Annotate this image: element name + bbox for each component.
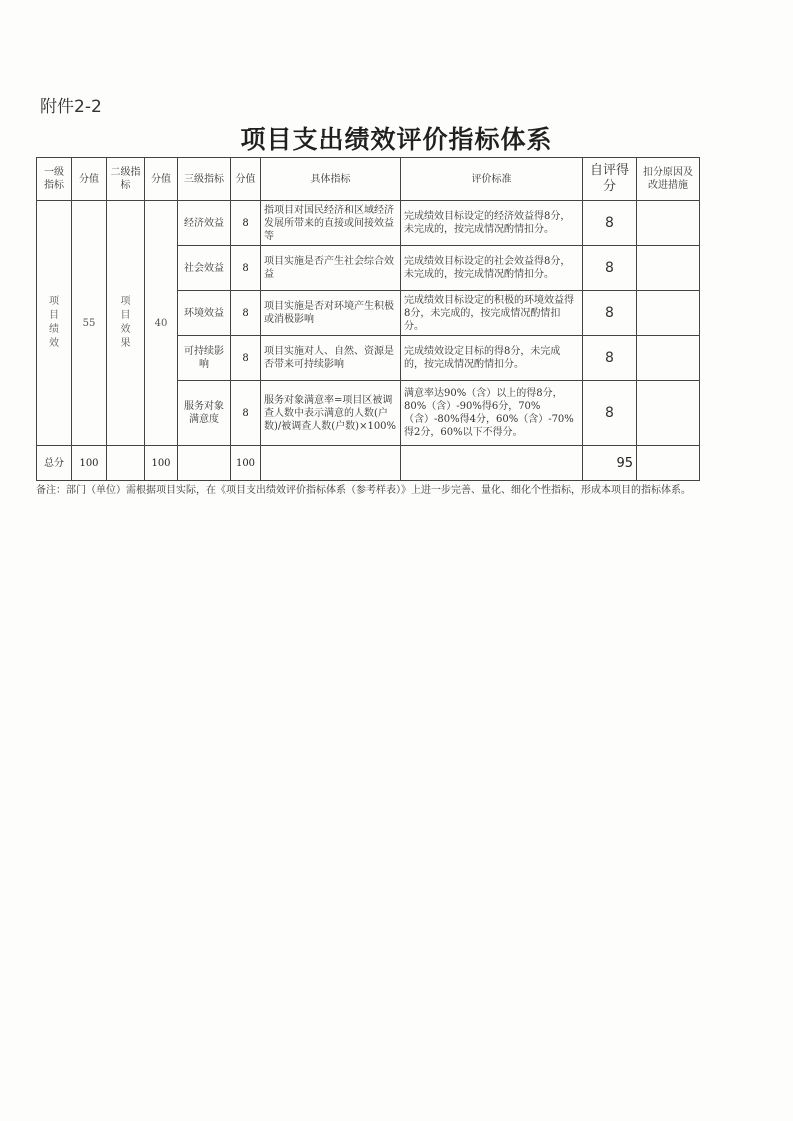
criteria-text: 完成绩效目标设定的积极的环境效益得8分，未完成的，按完成情况酌情扣分。 (401, 291, 583, 336)
level3-name: 环境效益 (178, 291, 231, 336)
header-self-score: 自评得分 (583, 158, 637, 201)
header-indicator: 具体指标 (261, 158, 401, 201)
header-reason: 扣分原因及改进措施 (637, 158, 700, 201)
total-empty (261, 446, 401, 481)
level2-score: 40 (145, 201, 178, 446)
header-score2: 分值 (145, 158, 178, 201)
level1-cell (37, 201, 72, 446)
indicator-text: 项目实施对人、自然、资源是否带来可持续影响 (261, 336, 401, 381)
indicator-text: 指项目对国民经济和区域经济发展所带来的直接或间接效益等 (261, 201, 401, 246)
level3-score: 8 (231, 291, 261, 336)
self-score: 8 (583, 291, 637, 336)
criteria-text: 完成绩效目标设定的经济效益得8分，未完成的，按完成情况酌情扣分。 (401, 201, 583, 246)
attachment-label: 附件2-2 (40, 97, 102, 117)
total-empty (401, 446, 583, 481)
self-score: 8 (583, 381, 637, 446)
reason-cell (637, 381, 700, 446)
total-score2: 100 (145, 446, 178, 481)
reason-cell (637, 201, 700, 246)
indicator-text: 项目实施是否对环境产生积极或消极影响 (261, 291, 401, 336)
level2-cell (107, 201, 145, 446)
criteria-text: 满意率达90%（含）以上的得8分，80%（含）-90%得6分，70%（含）-80%得4分，60%（含）-70%得2分，60%以下不得分。 (401, 381, 583, 446)
total-empty (637, 446, 700, 481)
evaluation-table (36, 157, 700, 481)
table-header-row (37, 158, 700, 201)
self-score: 8 (583, 336, 637, 381)
header-score3: 分值 (231, 158, 261, 201)
level1-name: 项目绩效 (49, 296, 59, 349)
total-score1: 100 (72, 446, 107, 481)
total-score3: 100 (231, 446, 261, 481)
total-empty (178, 446, 231, 481)
level2-name: 项目效果 (120, 296, 131, 349)
level3-score: 8 (231, 336, 261, 381)
criteria-text: 完成绩效目标设定的社会效益得8分，未完成的，按完成情况酌情扣分。 (401, 246, 583, 291)
reason-cell (637, 291, 700, 336)
level3-name: 社会效益 (178, 246, 231, 291)
level3-name: 经济效益 (178, 201, 231, 246)
header-level2: 二级指标 (107, 158, 145, 201)
header-criteria: 评价标准 (401, 158, 583, 201)
total-label: 总分 (37, 446, 72, 481)
level3-name: 可持续影响 (178, 336, 231, 381)
page-title: 项目支出绩效评价指标体系 (240, 125, 553, 154)
indicator-text: 服务对象满意率=项目区被调查人数中表示满意的人数(户数)/被调查人数(户数)×100% (261, 381, 401, 446)
level1-score: 55 (72, 201, 107, 446)
level3-score: 8 (231, 201, 261, 246)
header-score1: 分值 (72, 158, 107, 201)
table-row (37, 201, 700, 246)
criteria-text: 完成绩效设定目标的得8分，未完成的，按完成情况酌情扣分。 (401, 336, 583, 381)
level3-name: 服务对象满意度 (178, 381, 231, 446)
self-score: 8 (583, 246, 637, 291)
total-self-score: 95 (583, 446, 637, 481)
self-score: 8 (583, 201, 637, 246)
reason-cell (637, 246, 700, 291)
level3-score: 8 (231, 381, 261, 446)
header-level3: 三级指标 (178, 158, 231, 201)
level3-score: 8 (231, 246, 261, 291)
footnote: 备注：部门（单位）需根据项目实际，在《项目支出绩效评价指标体系（参考样表）》上进一步完善、量化、细化个性指标，形成本项目的指标体系。 (36, 485, 691, 496)
reason-cell (637, 336, 700, 381)
indicator-text: 项目实施是否产生社会综合效益 (261, 246, 401, 291)
total-empty (107, 446, 145, 481)
header-level1: 一级指标 (37, 158, 72, 201)
total-row (37, 446, 700, 481)
